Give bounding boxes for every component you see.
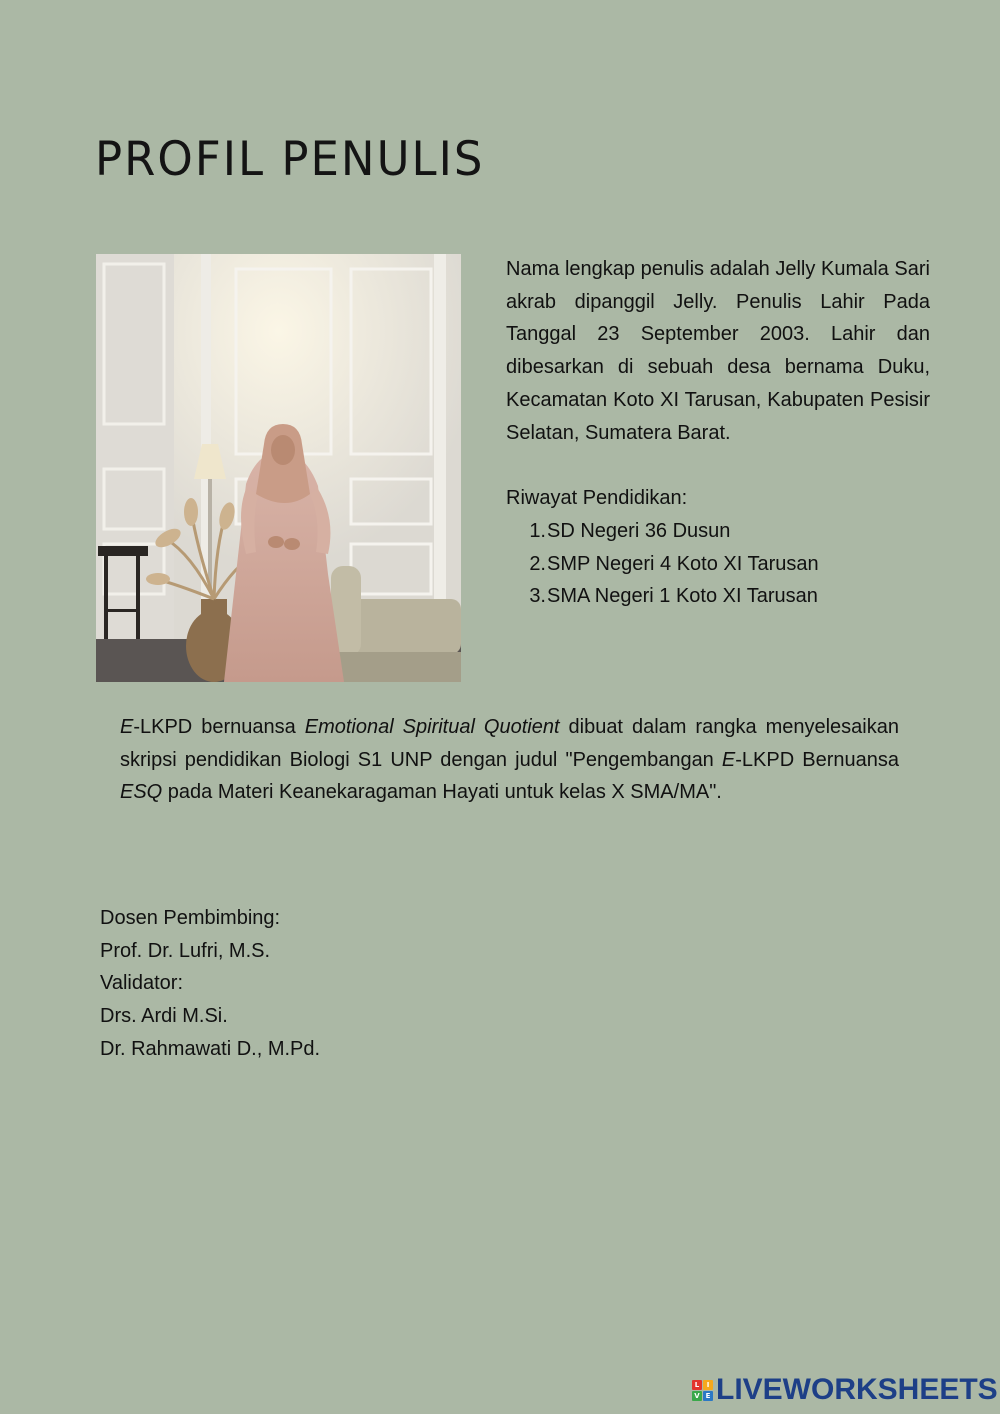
- list-text: SMP Negeri 4 Koto XI Tarusan: [547, 552, 819, 575]
- supervisor-name: Prof. Dr. Lufri, M.S.: [100, 939, 271, 962]
- list-item: [506, 548, 819, 581]
- list-number: 1.: [529, 520, 546, 542]
- supervisor-label: Dosen Pembimbing:: [100, 907, 281, 929]
- about-paragraph: [120, 711, 899, 809]
- list-item: [506, 515, 819, 548]
- list-text: SMA Negeri 1 Koto XI Tarusan: [547, 585, 818, 608]
- list-number: 3.: [529, 585, 546, 608]
- about-text: -LKPD Bernuansa: [735, 748, 900, 771]
- list-number: 2.: [529, 552, 546, 575]
- validator-label: Validator:: [100, 972, 184, 995]
- logo-letter: L: [692, 1380, 702, 1390]
- liveworksheets-logo-icon: [692, 1380, 713, 1401]
- logo-letter: E: [703, 1391, 713, 1401]
- education-list: [506, 515, 819, 613]
- about-text: pada Materi Keanekaragaman Hayati untuk kelas X SMA/MA".: [162, 781, 722, 804]
- about-text: dibuat dalam rangka menyelesaikan skripsi pendidikan Biologi S1 UNP dengan judul "Pengembangan: [120, 716, 899, 771]
- page-title: PROFIL PENULIS: [95, 131, 485, 187]
- list-text: SD Negeri 36 Dusun: [547, 520, 731, 542]
- italic-esq: ESQ: [120, 781, 163, 804]
- validator-name: Drs. Ardi M.Si.: [100, 1005, 228, 1028]
- author-photo: [96, 254, 461, 682]
- author-bio: Nama lengkap penulis adalah Jelly Kumala Sari akrab dipanggil Jelly. Penulis Lahir Pada Tanggal 23 September 2003. Lahir dan dibesarkan di sebuah desa bernama Duku, Kecamatan Koto XI Tarusan, Kabupaten Pesisir Selatan, Sumatera Barat.: [506, 258, 930, 444]
- italic-emotional-spiritual-quotient: Emotional Spiritual Quotient: [304, 716, 560, 738]
- italic-e: E: [120, 716, 134, 738]
- logo-letter: V: [692, 1391, 702, 1401]
- education-heading: Riwayat Pendidikan:: [506, 487, 688, 509]
- list-item: [506, 580, 819, 613]
- about-text: -LKPD bernuansa: [133, 716, 305, 738]
- logo-letter: I: [703, 1380, 713, 1390]
- brand-text: LIVEWORKSHEETS: [716, 1373, 998, 1406]
- liveworksheets-brand: [692, 1372, 998, 1408]
- credits-block: [100, 902, 320, 1066]
- validator-name: Dr. Rahmawati D., M.Pd.: [100, 1037, 321, 1060]
- italic-e: E: [721, 748, 736, 771]
